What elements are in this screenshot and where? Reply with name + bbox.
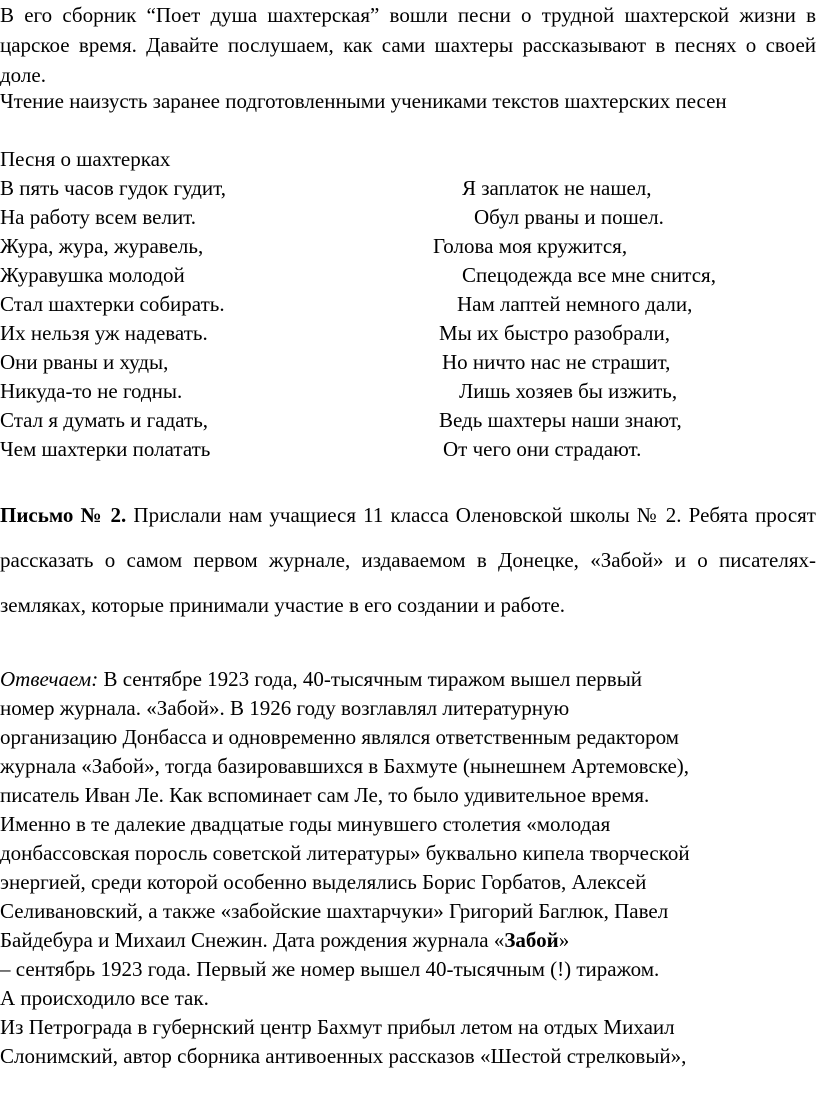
answer-line: Из Петрограда в губернский центр Бахмут прибыл летом на отдых Михаил (0, 1015, 675, 1039)
reading-paragraph: Чтение наизусть заранее подготовленными учениками текстов шахтерских песен (0, 89, 727, 113)
song-line: Нам лаптей немного дали, (457, 292, 693, 316)
answer-line: – сентябрь 1923 года. Первый же номер вышел 40-тысячным (!) тиражом. (0, 957, 660, 981)
answer-line: организацию Донбасса и одновременно являлся ответственным редактором (0, 725, 679, 749)
answer-line (0, 925, 569, 955)
song-line: Мы их быстро разобрали, (439, 321, 670, 345)
song-line: Лишь хозяев бы изжить, (459, 379, 678, 403)
song-line: Ведь шахтеры наши знают, (439, 408, 682, 432)
song-line: Голова моя кружится, (433, 234, 628, 258)
answer-line: донбассовская поросль советской литературы» буквально кипела творческой (0, 841, 690, 865)
letter-paragraph (0, 493, 816, 628)
answer-label: Отвечаем: (0, 667, 99, 691)
intro-paragraph: В его сборник “Поет душа шахтерская” вошли песни о трудной шахтерской жизни в царское время. Давайте послушаем, как сами шахтеры рассказывают в песнях о своей доле. (0, 3, 816, 87)
answer-line: журнала «Забой», тогда базировавшихся в Бахмуте (нынешнем Артемовске), (0, 754, 690, 778)
song-line: Их нельзя уж надевать. (0, 321, 208, 345)
song-line: Они рваны и худы, (0, 350, 169, 374)
answer-line: Именно в те далекие двадцатые годы минувшего столетия «молодая (0, 812, 611, 836)
song-line: Стал я думать и гадать, (0, 408, 209, 432)
song-line: В пять часов гудок гудит, (0, 176, 227, 200)
song-line: Обул рваны и пошел. (474, 205, 664, 229)
journal-name: Забой (504, 928, 559, 952)
song-line: От чего они страдают. (443, 437, 642, 461)
song-line: Журавушка молодой (0, 263, 185, 287)
song-line: Спецодежда все мне снится, (462, 263, 716, 287)
answer-line-text: » (558, 928, 570, 952)
song-line: Жура, жура, журавель, (0, 234, 204, 258)
answer-line-text: В сентябре 1923 года, 40-тысячным тиражом вышел первый (98, 667, 643, 691)
answer-line: Слонимский, автор сборника антивоенных рассказов «Шестой стрелковый», (0, 1044, 687, 1068)
letter-text: Прислали нам учащиеся 11 класса Оленовской школы № 2. Ребята просят рассказать о самом первом журнале, издаваемом в Донецке, «Забой» и о писателях-земляках, которые принимали участие в его создании и работе. (0, 503, 816, 617)
song-title: Песня о шахтерках (0, 147, 171, 171)
answer-line: писатель Иван Ле. Как вспоминает сам Ле, то было удивительное время. (0, 783, 650, 807)
song-line: Никуда-то не годны. (0, 379, 183, 403)
song-line: Но ничто нас не страшит, (442, 350, 671, 374)
answer-line (0, 664, 642, 694)
answer-line: Селивановский, а также «забойские шахтарчуки» Григорий Баглюк, Павел (0, 899, 669, 923)
answer-line: А происходило все так. (0, 986, 209, 1010)
answer-line-text: Байдебура и Михаил Снежин. Дата рождения журнала « (0, 928, 505, 952)
letter-label: Письмо № 2. (0, 503, 127, 527)
song-line: Чем шахтерки полатать (0, 437, 211, 461)
song-line: На работу всем велит. (0, 205, 197, 229)
answer-line: энергией, среди которой особенно выделялись Борис Горбатов, Алексей (0, 870, 647, 894)
song-line: Стал шахтерки собирать. (0, 292, 225, 316)
answer-line: номер журнала. «Забой». В 1926 году возглавлял литературную (0, 696, 570, 720)
song-line: Я заплаток не нашел, (462, 176, 652, 200)
